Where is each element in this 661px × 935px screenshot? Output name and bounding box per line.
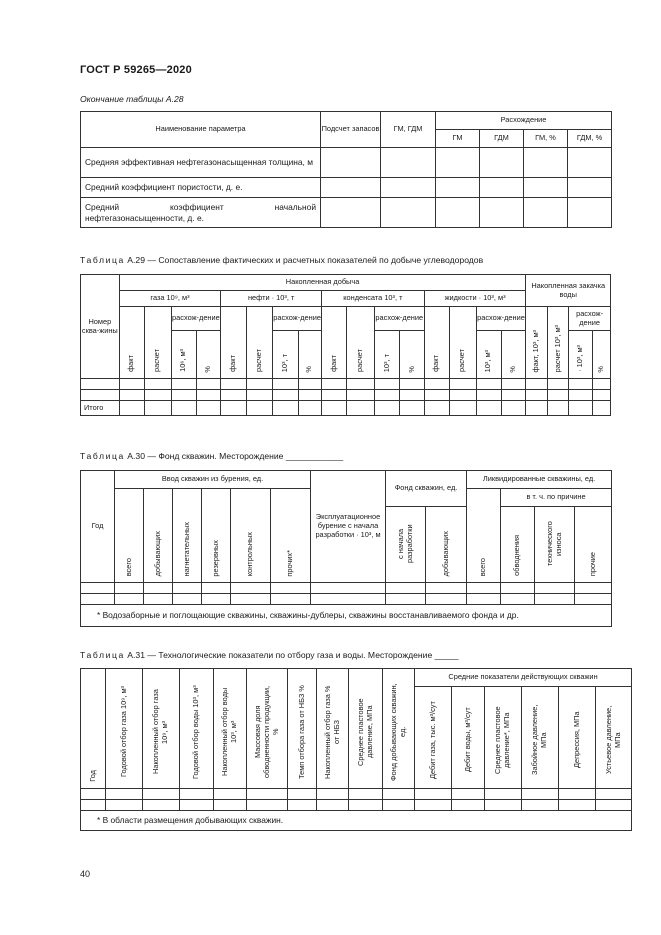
table-row <box>81 789 632 800</box>
table-row <box>81 800 632 811</box>
col-annual-water: Годовой отбор воды 10³, м³ <box>191 685 201 779</box>
col-diff: расхож-дение <box>476 307 526 331</box>
col-diff-gm: ГМ <box>436 130 480 148</box>
col-accumulated-injection: Накопленная закачка воды <box>526 275 611 307</box>
table-a31-caption <box>80 650 459 660</box>
col-calc: расчет <box>152 349 162 373</box>
col-diff-gm-pct: ГМ, % <box>524 130 568 148</box>
table-a29 <box>80 274 611 416</box>
row-label: Средний коэффициент начальной нефтегазонасыщенности, д. е. <box>81 198 321 228</box>
col-accum-gas-nbz: Накопленный отбор газа % от НБЗ <box>322 685 341 779</box>
col-year: Год <box>81 471 115 583</box>
caption-text: А.31 — Технологические показатели по отбору газа и воды. Месторождение _____ <box>127 650 459 660</box>
col-percent: % <box>203 365 213 373</box>
col-percent: % <box>595 365 605 373</box>
col-fact: факт <box>328 355 338 373</box>
col-fund-since-start: с начала разработки <box>395 524 414 564</box>
col-calc: расчет <box>355 349 365 373</box>
group-oil: нефти · 10³, т <box>221 291 322 307</box>
page-number: 40 <box>80 869 91 879</box>
col-well-fund: Фонд скважин, ед. <box>386 471 467 507</box>
col-reserves: Подсчет запасов <box>321 112 381 148</box>
col-drawdown: Депрессия, МПа <box>571 711 581 769</box>
col-accum-water: Накопленный отбор воды 10³, м³ <box>220 688 238 777</box>
col-calc: расчет <box>457 349 467 373</box>
col-diff-gdm-pct: ГДМ, % <box>568 130 612 148</box>
col-intro-producing: добывающих <box>152 530 162 577</box>
col-diff-unit: 10³, м³ <box>483 349 493 373</box>
table-row <box>81 583 612 594</box>
col-average-indicators: Средние показатели действующих скважин <box>415 669 632 687</box>
col-inj-fact: факт, 10³, м³ <box>531 329 541 373</box>
table-a30-caption <box>80 451 343 461</box>
table-a30 <box>80 470 612 627</box>
col-accumulated-production: Накопленная добыча <box>119 275 526 291</box>
table-a30-footnote: * Водозаборные и поглощающие скважины, скважины-дублеры, скважины восстанавливаемого фонда и др. <box>81 605 612 627</box>
col-water-cut: Массовая доля обводненности продукции, % <box>252 686 280 779</box>
col-intro-reserve: резервных <box>210 539 220 577</box>
col-parameter-name: Наименование параметра <box>81 112 321 148</box>
col-accum-gas: Накопленный отбор газа 10⁹, м³ <box>151 689 169 775</box>
col-diff: расхож-дение <box>273 307 322 331</box>
col-liquidated-total: всего <box>478 557 488 577</box>
col-producing-fund: Фонд добывающих скважин, ед. <box>388 683 407 781</box>
col-bottomhole-pressure: Забойное давление, МПа <box>530 704 548 776</box>
col-diff: расхож-дение <box>171 307 221 331</box>
col-liquidated-wells: Ликвидированные скважины, ед. <box>467 471 612 489</box>
col-fund-producing: добывающих <box>440 530 450 577</box>
col-intro-other: прочих* <box>285 549 295 577</box>
col-cause-watering: обводнения <box>512 535 522 577</box>
table-a31-footnote: * В области размещения добывающих скважин. <box>81 811 632 831</box>
col-inj-calc: расчет 10³, м³ <box>552 324 562 373</box>
col-diff-unit: 10³, т <box>381 353 391 373</box>
caption-text: А.29 — Сопоставление фактических и расчетных показателей по добыче углеводородов <box>127 255 484 265</box>
table-row <box>81 594 612 605</box>
col-gm-gdm: ГМ, ГДМ <box>381 112 436 148</box>
col-diff: расхож-дение <box>569 307 611 331</box>
col-percent: % <box>304 365 314 373</box>
col-diff-gdm: ГДМ <box>480 130 524 148</box>
col-by-cause: в т. ч. по причине <box>501 489 612 507</box>
table-row <box>81 379 611 390</box>
col-fact: факт <box>431 355 441 373</box>
caption-label: Таблица <box>80 451 125 461</box>
total-row <box>81 401 611 416</box>
table-a28-caption: Окончание таблицы А.28 <box>80 94 184 104</box>
col-percent: % <box>406 365 416 373</box>
row-label: Средняя эффективная нефтегазонасыщенная толщина, м <box>81 148 321 178</box>
col-percent: % <box>508 365 518 373</box>
caption-text: А.30 — Фонд скважин. Месторождение ____________ <box>127 451 344 461</box>
table-a29-caption <box>80 255 483 265</box>
col-fact: факт <box>126 355 136 373</box>
table-a31 <box>80 668 632 831</box>
col-intro-total: всего <box>123 557 133 577</box>
table-a28 <box>80 111 612 228</box>
col-reservoir-pressure: Среднее пластовое давление, МПа <box>355 698 374 766</box>
col-avg-reservoir-pressure: Среднее пластовое давление*, МПа <box>493 706 511 774</box>
col-cause-other: прочие <box>587 551 597 577</box>
group-condensate: конденсата 10³, т <box>322 291 425 307</box>
col-gas-rate: Дебит газа, тыс. м³/сут <box>427 701 437 780</box>
col-diff: расхож-дение <box>374 307 424 331</box>
col-well-number: Номер сква-жины <box>81 275 120 379</box>
caption-label: Таблица <box>80 650 125 660</box>
document-header: ГОСТ Р 59265—2020 <box>80 64 192 76</box>
col-water-rate: Дебит воды, м³/сут <box>462 707 472 773</box>
col-gas-rate-nbz: Темп отбора газа от НБЗ % <box>296 685 306 780</box>
col-difference: Расхождение <box>436 112 612 130</box>
total-label: Итого <box>81 401 120 416</box>
caption-label: Таблица <box>80 255 125 265</box>
table-row <box>81 390 611 401</box>
col-production-drilling: Эксплуатационное бурение с начала разработки · 10³, м <box>311 471 386 583</box>
col-cause-wear: технического износа <box>544 521 563 567</box>
col-intro-injection: нагнетательных <box>181 521 191 577</box>
row-label: Средний коэффициент пористости, д. е. <box>81 178 321 198</box>
group-liquid: жидкости · 10³, м³ <box>424 291 526 307</box>
col-intro-control: контрольных <box>245 531 255 577</box>
col-diff-unit: 10³, т <box>279 353 289 373</box>
group-gas: газа 10⁹, м³ <box>119 291 221 307</box>
col-annual-gas: Годовой отбор газа 10⁹, м³ <box>118 686 128 778</box>
col-well-intro: Ввод скважин из бурения, ед. <box>115 471 311 489</box>
col-wellhead-pressure: Устьевое давление, МПа <box>603 705 622 775</box>
col-fact: факт <box>228 355 238 373</box>
col-diff-unit: 10⁶, м³ <box>178 349 188 373</box>
col-calc: расчет <box>254 349 264 373</box>
col-inj-diff-unit: · 10³, м³ <box>574 345 584 373</box>
col-year: Год <box>87 770 97 783</box>
